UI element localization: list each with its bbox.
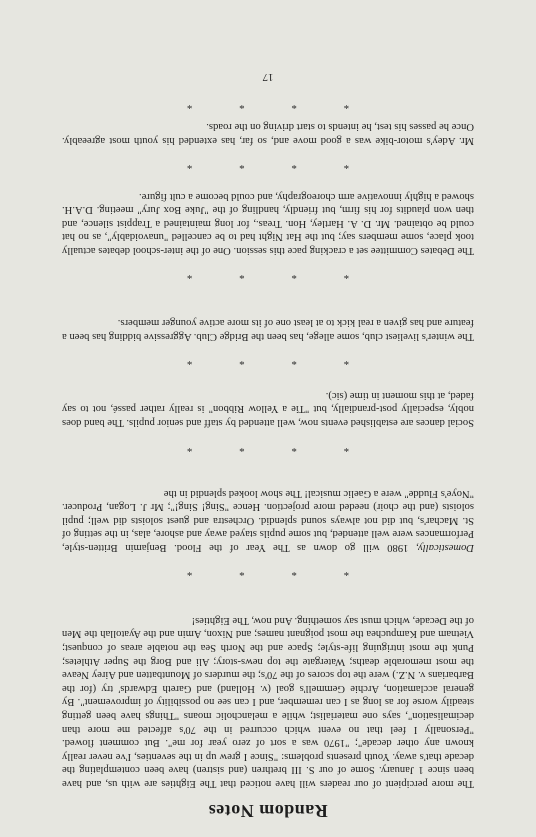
separator-stars: * * * * bbox=[164, 566, 350, 578]
paragraph-lead: Domestically, bbox=[416, 542, 474, 553]
paragraph-text: The Debates Committee set a cracking pace this session. One of the inter-school debates actually took place, some members say; but the Hat Night had to be cancelled "unavoidably", as no hat could be obtained. Mr. D. A. Hartley, Hon. Treas., for long maintained a Trappist silence, and then won plaudits for his firm, but friendly, handling of the "Juke Box Jury" meeting. D.A.H. showed a highly innovative arm choreography, and could become a cult figure. bbox=[62, 190, 474, 256]
paragraph-text: Mr. Adey's motor-bike was a good move and, so far, has extended his youth most agreeably. Once he passes his test, he intends to start driving on the roads. bbox=[62, 121, 474, 146]
paragraph-debates bbox=[62, 189, 474, 257]
paragraph-motorbike bbox=[62, 120, 474, 147]
page-number: 17 bbox=[262, 71, 274, 83]
paragraph-eighties bbox=[62, 613, 474, 790]
paragraph-bridge bbox=[62, 316, 474, 343]
separator-stars: * * * * bbox=[164, 269, 350, 281]
separator-stars: * * * * bbox=[164, 355, 350, 367]
paragraph-text: The more percipient of our readers will have noticed that The Eighties are with us, and have been since 1 January. Some of our S. III brethren (and sistren) have been contemplating the decade that's away. Youth presents problems: "Since I grew up in the seventies, I've never really known any other decade"; "1970 was a sort of zero year for me". But comment flowed. "Personally I feel that no event which occurred in the 70's affected me more than decimalisation", says one materialist; while a melancholic moans "Things have been getting steadily worse for as long as I can remember, and I can see no possibility of improvement". By general acclamation, Archie Gemmell's goal (v. Holland) and Gareth Edwards' try (for the Barbarians v. N.Z.) were the top scores of the 70's; the murders of Mountbatten and Airey Neave the most memorable deaths; Watergate the top news-story; Ali and Borg the Super Athletes; Punk the most intriguing life-style; Space and the North Sea the notable areas of conquest; Vietnam and Kampuchea the most poignant names; and Nixon, Amin and the Ayatollah the Men of the Decade, which must say something. And now, The Eighties! bbox=[62, 614, 474, 789]
separator-stars: * * * * bbox=[164, 99, 350, 111]
paragraph-text: The winter's liveliest club, some allege, has been the Bridge Club. Aggressive bidding has been a feature and has given a real kick to at least one of its more active younger members. bbox=[62, 317, 474, 342]
separator-stars: * * * * bbox=[164, 159, 350, 171]
separator-stars: * * * * bbox=[164, 442, 350, 454]
paragraph-dances bbox=[62, 388, 474, 429]
page-title: Random Notes bbox=[208, 801, 328, 821]
paragraph-flood bbox=[62, 486, 474, 554]
paragraph-text: Social dances are established events now, well attended by staff and senior pupils. The band does nobly, especially post-prandially, but "Tie a Yellow Ribbon" is really rather passé, not to say faded, at this moment in time (sic). bbox=[62, 389, 474, 428]
paragraph-text: 1980 will go down as The Year of the Flood. Benjamin Britten-style, Performances were well attended, but some pupils stayed away and ashore, alas, in the setting of St. Machar's, but did not always sound splendid. Orchestra and guest soloists did well; pupil soloists (and the choir) needed more projection. Hence "Sing! Sing!"; Mr J. Logan, Producer. "Noye's Fludde" were a Gaelic musical! The show looked splendid in the bbox=[62, 487, 474, 553]
